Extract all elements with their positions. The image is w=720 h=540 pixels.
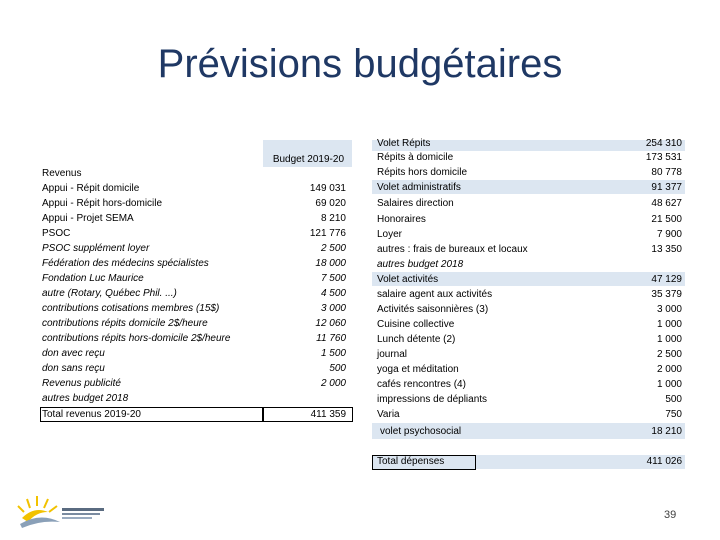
revenue-row-label: contributions répits domicile 2$/heure (42, 318, 208, 329)
revenue-row-label: Appui - Répit domicile (42, 183, 140, 194)
revenue-row-label: Revenus publicité (42, 378, 121, 389)
expense-row-value: 750 (665, 409, 682, 420)
expense-total-label: Total dépenses (377, 456, 445, 467)
revenue-column-header: Budget 2019-20 (272, 154, 344, 165)
expense-row-label: Répits hors domicile (377, 167, 468, 178)
expense-row-value: 254 310 (645, 138, 682, 149)
expense-row-label: autres budget 2018 (377, 259, 464, 270)
revenue-row-value: 18 000 (315, 258, 346, 269)
revenue-row-value: 121 776 (309, 228, 346, 239)
revenue-total-label: Total revenus 2019-20 (42, 409, 141, 420)
revenue-row-value: 2 500 (320, 243, 346, 254)
expense-row-value: 2 000 (656, 364, 682, 375)
revenue-row-label: Fondation Luc Maurice (42, 273, 144, 284)
expense-row-label: Volet activités (377, 274, 439, 285)
revenue-row-label: contributions répits hors-domicile 2$/heure (42, 333, 231, 344)
revenue-row-label: Appui - Projet SEMA (42, 213, 134, 224)
expense-row-label: cafés rencontres (4) (377, 379, 466, 390)
expense-row-label: Varia (377, 409, 400, 420)
expense-row-value: 13 350 (651, 244, 682, 255)
revenue-row-value: 7 500 (320, 273, 346, 284)
expense-row-label: yoga et méditation (377, 364, 459, 375)
revenue-row-label: don sans reçu (42, 363, 105, 374)
expense-row-value: 3 000 (656, 304, 682, 315)
expense-row-value: 500 (665, 394, 682, 405)
expense-row-value: 1 000 (656, 379, 682, 390)
revenue-row-label: autre (Rotary, Québec Phil. ...) (42, 288, 177, 299)
revenue-row-value: 149 031 (309, 183, 346, 194)
organization-logo (14, 482, 114, 532)
expense-row-label: Honoraires (377, 214, 426, 225)
sun-icon (18, 496, 60, 528)
revenue-row-value: 4 500 (320, 288, 346, 299)
revenue-row-label: Fédération des médecins spécialistes (42, 258, 209, 269)
revenue-row-value: 500 (329, 363, 346, 374)
revenue-row-value: 3 000 (320, 303, 346, 314)
revenue-total-value: 411 359 (310, 409, 346, 420)
page-number: 39 (664, 509, 677, 521)
expense-total-value: 411 026 (646, 456, 682, 467)
page-title: Prévisions budgétaires (157, 42, 563, 86)
expense-row-label: impressions de dépliants (377, 394, 488, 405)
revenue-row-value: 11 760 (316, 333, 346, 344)
expense-row-value: 80 778 (651, 167, 682, 178)
expense-row-value: 91 377 (651, 182, 682, 193)
expense-row-label: Activités saisonnières (3) (377, 304, 489, 315)
revenue-row-label: PSOC (42, 228, 71, 239)
expense-row-label: Volet Répits (377, 138, 431, 149)
revenue-row-value: 1 500 (320, 348, 346, 359)
expense-row-value: 21 500 (651, 214, 682, 225)
expense-row-value: 35 379 (651, 289, 682, 300)
expense-row-label: Cuisine collective (377, 319, 455, 330)
revenue-row-value: 69 020 (315, 198, 346, 209)
expense-row-label: Salaires direction (377, 198, 454, 209)
expense-row-value: 173 531 (645, 152, 682, 163)
expense-row-label: Répits à domicile (377, 152, 454, 163)
expense-row-label: salaire agent aux activités (377, 289, 493, 300)
expense-row-value: 1 000 (656, 319, 682, 330)
expense-row-value: 47 129 (651, 274, 682, 285)
expense-row-value: 7 900 (656, 229, 682, 240)
revenue-row-label: PSOC supplément loyer (42, 243, 150, 254)
revenue-row-label: contributions cotisations membres (15$) (42, 303, 220, 314)
revenue-section-label: Revenus (42, 168, 82, 179)
expense-row-value: 1 000 (656, 334, 682, 345)
expense-row-label: autres : frais de bureaux et locaux (377, 244, 528, 255)
revenue-row-label: autres budget 2018 (42, 393, 129, 404)
expense-row-label: journal (377, 349, 408, 360)
expense-row-value: 48 627 (651, 198, 682, 209)
revenue-row-value: 2 000 (320, 378, 346, 389)
revenue-row-value: 12 060 (315, 318, 346, 329)
revenue-row-value: 8 210 (320, 213, 346, 224)
expense-row-label: Loyer (377, 229, 403, 240)
expense-row-label: Volet administratifs (377, 182, 461, 193)
expense-row-value: 18 210 (651, 426, 682, 437)
expense-row-label: volet psychosocial (380, 426, 462, 437)
expense-row-value: 2 500 (656, 349, 682, 360)
expense-row-label: Lunch détente (2) (377, 334, 456, 345)
revenue-row-label: Appui - Répit hors-domicile (42, 198, 163, 209)
revenue-row-label: don avec reçu (42, 348, 105, 359)
